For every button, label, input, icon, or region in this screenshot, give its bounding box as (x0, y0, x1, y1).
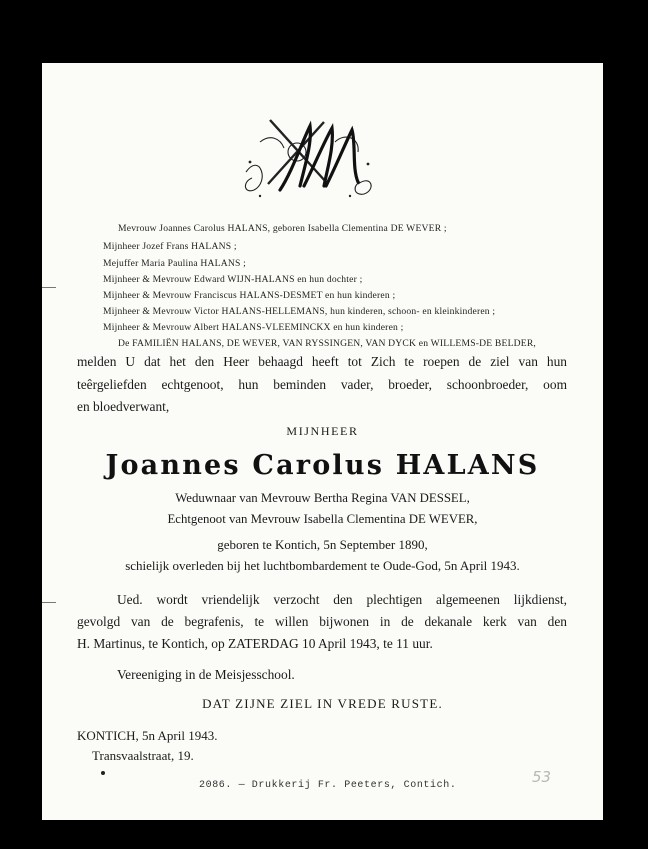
relative-line: Mijnheer Jozef Frans HALANS ; (103, 241, 237, 252)
invitation-line: Ued. wordt vriendelijk verzocht den plechtigen algemeenen lijkdienst, (117, 592, 567, 607)
relative-line: Mevrouw Joannes Carolus HALANS, geboren Isabella Clementina DE WEVER ; (118, 223, 447, 234)
margin-mark (42, 287, 56, 288)
rest-in-peace: DAT ZIJNE ZIEL IN VREDE RUSTE. (202, 696, 443, 711)
printer-line: 2086. — Drukkerij Fr. Peeters, Contich. (199, 780, 457, 791)
spouse-line: Echtgenoot van Mevrouw Isabella Clementina DE WEVER, (167, 512, 478, 526)
place-date: KONTICH, 5n April 1943. (77, 728, 218, 743)
deceased-name: Joannes Carolus HALANS (105, 450, 540, 481)
relative-line: Mijnheer & Mevrouw Franciscus HALANS-DESMET en hun kinderen ; (103, 290, 396, 301)
title-prefix: MIJNHEER (286, 424, 359, 438)
birth-line: geboren te Kontich, 5n September 1890, (217, 537, 428, 552)
ink-dot (101, 771, 105, 775)
invitation-line: gevolgd van de begrafenis, te willen bijwonen in de dekanale kerk van den (77, 614, 567, 629)
announcement-line: en bloedverwant, (77, 399, 170, 414)
address: Transvaalstraat, 19. (92, 748, 194, 763)
relative-line: Mijnheer & Mevrouw Edward WIJN-HALANS en hun dochter ; (103, 274, 363, 285)
announcement-line: teêrgeliefden echtgenoot, hun beminden vader, broeder, schoonbroeder, oom (77, 377, 567, 392)
invitation-line: H. Martinus, te Kontich, op ZATERDAG 10 April 1943, te 11 uur. (77, 636, 433, 651)
pencil-annotation: 53 (532, 768, 552, 786)
relative-line: Mejuffer Maria Paulina HALANS ; (103, 258, 246, 269)
association-line: Vereeniging in de Meisjesschool. (117, 667, 295, 682)
relative-line: Mijnheer & Mevrouw Victor HALANS-HELLEMANS, hun kinderen, schoon- en kleinkinderen ; (103, 306, 496, 317)
relative-line: De FAMILIËN HALANS, DE WEVER, VAN RYSSINGEN, VAN DYCK en WILLEMS-DE BELDER, (118, 338, 537, 349)
margin-mark (42, 602, 56, 603)
death-line: schielijk overleden bij het luchtbombardement te Oude-God, 5n April 1943. (125, 558, 520, 573)
announcement-line: melden U dat het den Heer behaagd heeft tot Zich te roepen de ziel van hun (77, 354, 567, 369)
monogram-emblem (240, 112, 378, 198)
relative-line: Mijnheer & Mevrouw Albert HALANS-VLEEMINCKX en hun kinderen ; (103, 322, 404, 333)
widower-line: Weduwnaar van Mevrouw Bertha Regina VAN DESSEL, (175, 491, 470, 505)
